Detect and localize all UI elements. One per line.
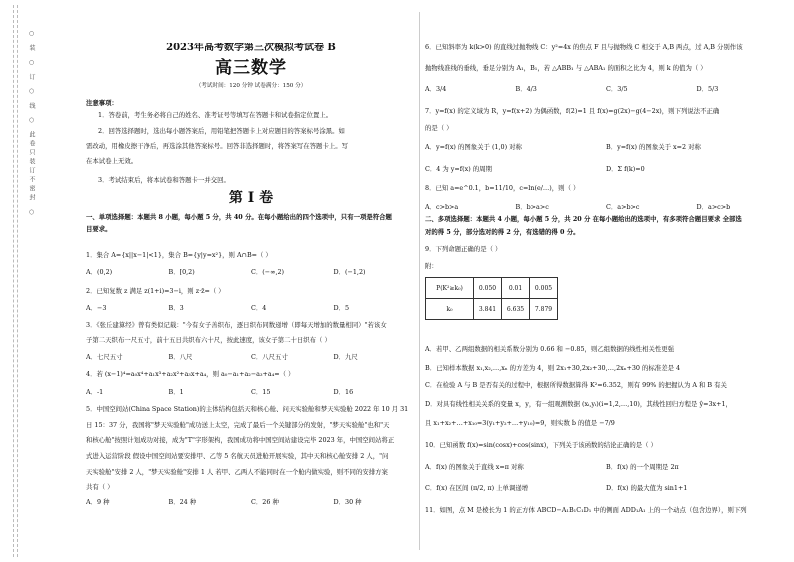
q4-option-c: C．15 (251, 388, 271, 396)
question-6-line-1: 6．已知斜率为 k(k>0) 的直线过抛物线 C：y²=4x 的焦点 F 且与抛物线 C 相交于 A,B 两点，过 A,B 分别作该 (425, 43, 743, 51)
question-1-options (86, 268, 416, 277)
table-row (426, 299, 558, 320)
question-4: 4．若 (x−1)⁴=a₀x⁴+a₁x³+a₂x²+a₃x+a₄，则 a₀−a₁+a₂−a₃+a₄=（ ） (86, 370, 295, 378)
question-7-line-2: 的是（ ） (425, 124, 453, 132)
q3-option-d: D．九尺 (333, 353, 358, 361)
q2-option-a: A．−3 (86, 304, 107, 312)
notice-line-3: 需改动，用橡皮擦干净后，再选涂其他答案标号。回答非选择题时，将答案写在答题卡上。写 (86, 142, 349, 150)
notice-heading: 注意事项： (86, 99, 118, 107)
question-6-options (425, 85, 787, 94)
table-cell: 0.050 (474, 278, 502, 299)
question-10: 10．已知函数 f(x)=sin(cosx)+cos(sinx)，下列关于该函数的结论正确的是（ ） (425, 441, 657, 449)
q6-option-d: D．5/3 (696, 85, 719, 93)
binding-dashed-line (13, 5, 14, 557)
question-9-option-d-line-2: 且 x₁+x₂+…+x₁₀=3(y₁+y₂+…+y₁₀)=9，则实数 b̂ 的值是 −7/9 (425, 419, 615, 427)
binding-margin-text: ○ 装 ○ 订 ○ 线 ○ 此卷只装订不密封 ○ (28, 30, 35, 219)
notice-line-1: 1．答卷前，考生务必将自己的姓名、准考证号等填写在答题卡和试卷指定位置上。 (98, 111, 333, 119)
notice-line-4: 在本试卷上无效。 (86, 157, 138, 165)
question-5-line-5: 天实验舱"安排 2 人，"梦天实验舱"安排 1 人 若甲、乙两人不能同时在一个舱内做实验，则不同的安排方案 (86, 468, 388, 476)
question-5-line-3: 和核心舱"按照计划成功对接，成为"T"字形架构，我国成功将中国空间站建设完毕 2023 年，中国空间站将正 (86, 436, 395, 444)
question-9: 9．下列命题正确的是（ ） (425, 245, 502, 253)
q4-option-d: D．16 (333, 388, 354, 396)
q1-option-b: B．[0,2) (168, 268, 195, 276)
q3-option-a: A．七尺五寸 (86, 353, 123, 361)
q3-option-c: C．八尺五寸 (251, 353, 288, 361)
q7-option-a: A．y=f(x) 的图象关于 (1,0) 对称 (425, 143, 522, 151)
question-3-options (86, 353, 416, 362)
question-2-options (86, 304, 416, 313)
q8-option-d: D．a>c>b (696, 203, 731, 211)
q2-option-d: D．5 (333, 304, 350, 312)
q10-option-c: C．f(x) 在区间 (π/2, π) 上单调递增 (425, 484, 529, 492)
q3-option-b: B．八尺 (168, 353, 193, 361)
question-8: 8．已知 a=e^0.1，b=11/10，c=ln(e/…)，则（ ） (425, 184, 580, 192)
question-5-line-1: 5．中国空间站(China Space Station)的主体结构包括天和核心舱、问天实验舱和梦天实验舱 2022 年 10 月 31 (86, 405, 409, 413)
column-divider (419, 12, 420, 550)
question-5-line-2: 日 15：37 分，我国将"梦天实验舱"成功送上太空，完成了最后一个关键部分的发射，"梦天实验舱"也和"天 (86, 421, 390, 429)
q10-option-a: A．f(x) 的图象关于直线 x=π 对称 (425, 463, 524, 471)
question-2: 2．已知复数 z 满足 z(1+i)=3−i，则 z·z̄=（ ） (86, 287, 225, 295)
part-title: 第 I 卷 (228, 190, 274, 206)
q8-option-b: B．b>a>c (515, 203, 549, 211)
exam-info: （考试时间：120 分钟 试卷满分：150 分） (195, 83, 307, 89)
section-1-heading-cont: 目要求。 (86, 225, 112, 233)
q7-option-b: B．y=f(x) 的图象关于 x=2 对称 (606, 143, 701, 151)
q8-option-c: C．a>b>c (606, 203, 640, 211)
left-column (86, 0, 416, 562)
q2-option-c: C．4 (251, 304, 267, 312)
question-9-option-a: A．若甲、乙两组数据的相关系数分别为 0.66 和 −0.85，则乙组数据的线性相关性更强 (425, 345, 675, 353)
question-8-options (425, 203, 787, 212)
subject-title: 高三数学 (215, 58, 287, 78)
table-cell: 7.879 (530, 299, 558, 320)
question-9-option-b: B．已知样本数据 x₁,x₂,…,xₙ 的方差为 4，则 2x₁+30,2x₂+30,…,2xₙ+30 的标准差是 4 (425, 364, 681, 372)
q2-option-b: B．3 (168, 304, 184, 312)
question-7-options-cd (425, 165, 787, 174)
question-9-appendix: 附： (425, 262, 438, 270)
table-cell: 0.005 (530, 278, 558, 299)
notice-line-5: 3．考试结束后，将本试卷和答题卡一并交回。 (98, 176, 230, 184)
q5-option-d: D．30 种 (333, 498, 362, 506)
q5-option-b: B．24 种 (168, 498, 197, 506)
question-7-line-1: 7．y=f(x) 的定义域为 R，y=f(x+2) 为偶函数，f(2)=1 且 f(x)=g(2x)−g(4−2x)，则下列说法不正确 (425, 107, 720, 115)
question-4-options (86, 388, 416, 397)
question-5-options (86, 498, 416, 507)
question-9-option-d-line-1: D．对具有线性相关关系的变量 x，y，有一组观测数据 (xᵢ,yᵢ)(i=1,2,…,10)，其线性回归方程是 ŷ=3x+1， (425, 400, 732, 408)
q4-option-b: B．1 (168, 388, 184, 396)
question-3-line-2: 子第二天织布一尺五寸，前十五日共织布六十尺，按此速度，该女子第二十日织布（ ） (86, 336, 331, 344)
q6-option-a: A．3/4 (425, 85, 447, 93)
q4-option-a: A．-1 (86, 388, 104, 396)
question-5-line-4: 式进入运营阶段 假设中国空间站要安排甲、乙等 5 名航天员进舱开展实验，其中天和核心舱安排 2 人，"问 (86, 452, 389, 460)
table-row (426, 278, 558, 299)
exam-title: 2023年高考数学第三次模拟考试卷 B (166, 43, 336, 52)
table-cell: k₀ (426, 299, 474, 320)
q1-option-d: D．(−1,2) (333, 268, 366, 276)
notice-line-2: 2．回答选择题时，选出每小题答案后，用铅笔把答题卡上对应题目的答案标号涂黑。如 (98, 127, 345, 135)
question-10-options-ab (425, 463, 787, 472)
q5-option-a: A．9 种 (86, 498, 110, 506)
q7-option-c: C．4 为 y=f(x) 的周期 (425, 165, 492, 173)
question-5-line-6: 共有（ ） (86, 483, 114, 491)
table-cell: 0.01 (502, 278, 530, 299)
q6-option-c: C．3/5 (606, 85, 628, 93)
question-10-options-cd (425, 484, 787, 493)
question-6-line-2: 抛物线准线的垂线，垂足分别为 A₁，B₁，若 △ABB₁ 与 △ABA₁ 的面积之比为 4，则 k 的值为（ ） (425, 64, 707, 72)
table-cell: 6.635 (502, 299, 530, 320)
section-2-heading-cont: 对的得 5 分，部分选对的得 2 分，有选错的得 0 分。 (425, 228, 580, 236)
table-cell: P(K²≥k₀) (426, 278, 474, 299)
q10-option-b: B．f(x) 的一个周期是 2π (606, 463, 679, 471)
question-11: 11．如图，点 M 是棱长为 1 的正方体 ABCD−A₁B₁C₁D₁ 中的侧面 ADD₁A₁ 上的一个动点（包含边界），则下列 (425, 506, 747, 514)
right-column (425, 0, 787, 562)
q8-option-a: A．c>b>a (425, 203, 459, 211)
q7-option-d: D．Σ f(k)=0 (606, 165, 645, 173)
question-9-option-c: C．在检验 A 与 B 是否有关的过程中，根据所得数据算得 K²=6.352，则有 99% 的把握认为 A 和 B 有关 (425, 381, 727, 389)
critical-value-table (425, 277, 558, 320)
table-cell: 3.841 (474, 299, 502, 320)
q1-option-c: C．(−∞,2) (251, 268, 285, 276)
q6-option-b: B．4/3 (515, 85, 537, 93)
section-2-heading: 二、多项选择题：本题共 4 小题，每小题 5 分，共 20 分 在每小题给出的选项中，有多项符合题目要求 全部选 (425, 215, 742, 223)
question-7-options-ab (425, 143, 787, 152)
binding-dashed-line-inner (17, 5, 18, 557)
section-1-heading: 一、单项选择题：本题共 8 小题，每小题 5 分，共 40 分。在每小题给出的四个选项中，只有一项是符合题 (86, 213, 392, 221)
q5-option-c: C．26 种 (251, 498, 279, 506)
q10-option-d: D．f(x) 的最大值为 sin1+1 (606, 484, 688, 492)
q1-option-a: A．(0,2) (86, 268, 113, 276)
question-1: 1．集合 A={x||x−1|<1}，集合 B={y|y=x²}，则 A∩B=（ ） (86, 251, 272, 259)
question-3-line-1: 3．《张丘建算经》曾有类似记载："今有女子善织布，逐日织布同数递增（即每天增加的数量相同）"若该女 (86, 321, 387, 329)
